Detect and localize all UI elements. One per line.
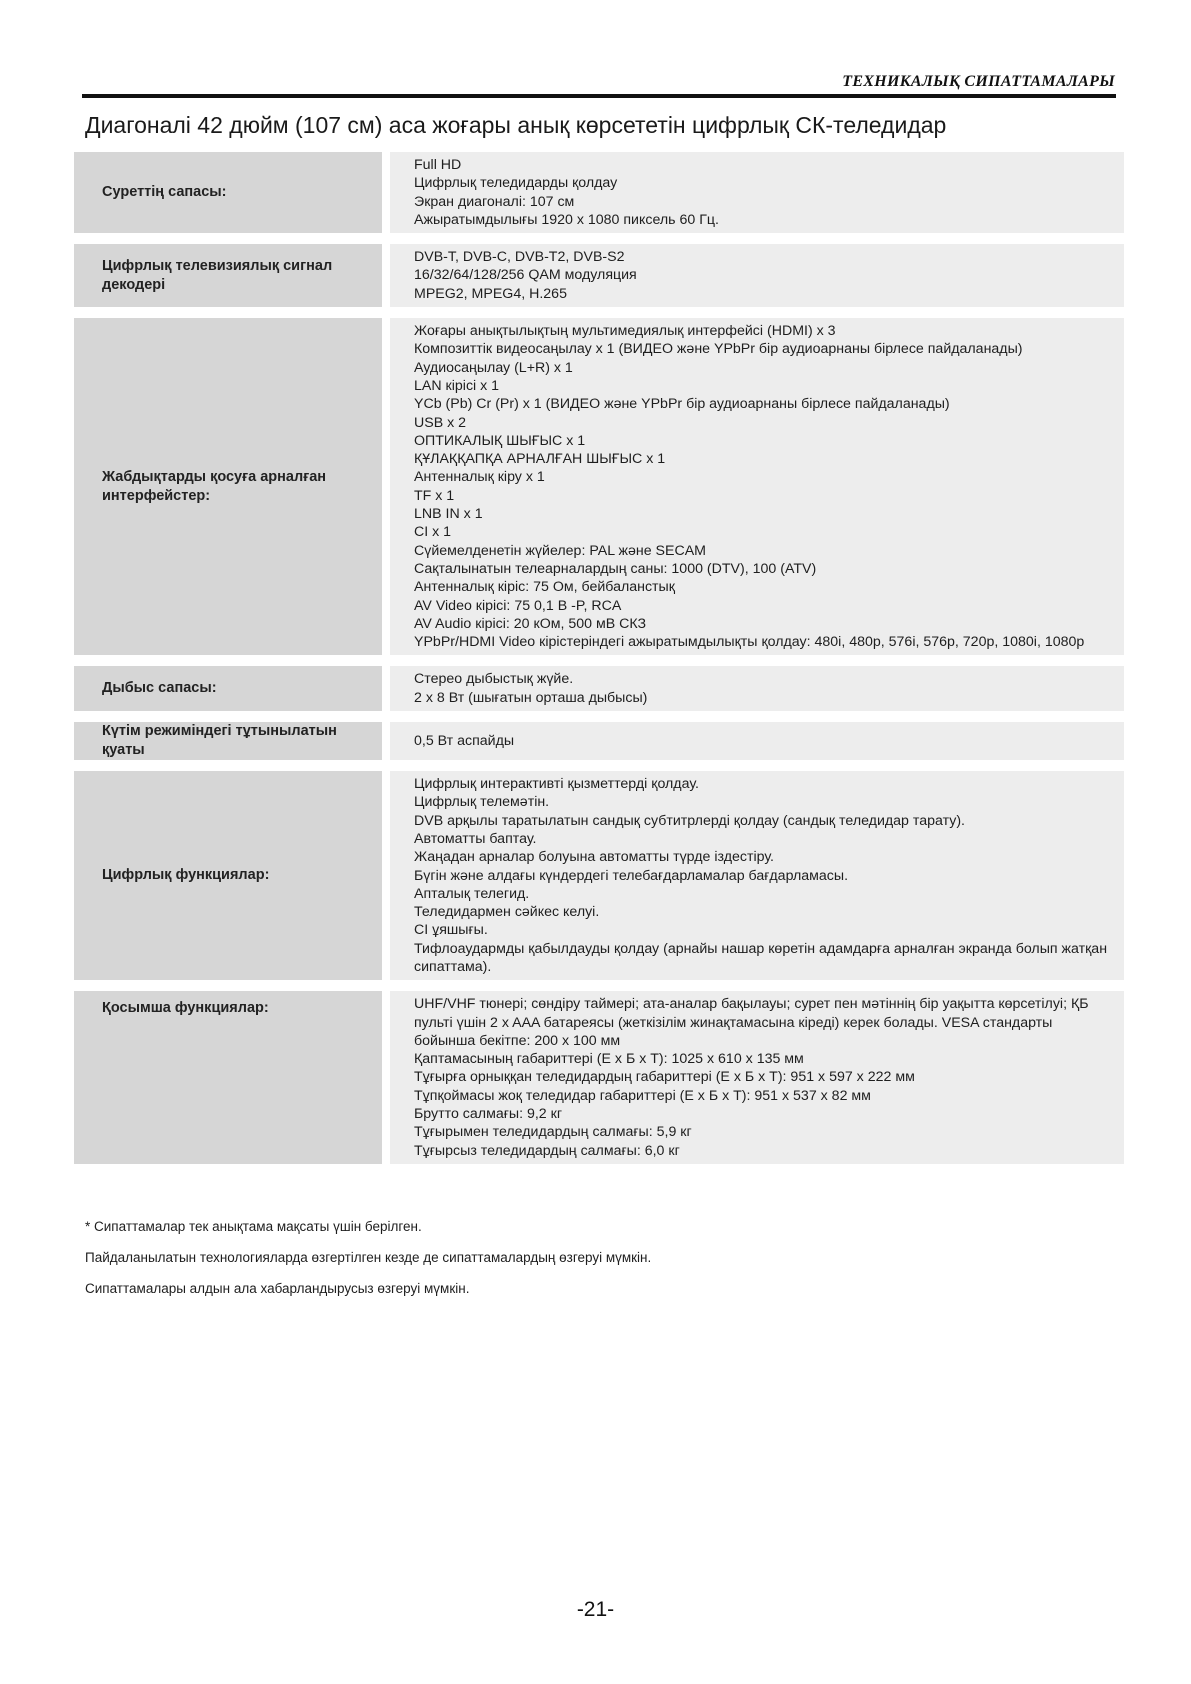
spec-value-line: UHF/VHF тюнері; сөндіру таймері; ата-аналар бақылауы; сурет пен мәтіннің бір уақытта көрсетілуі; ҚБ пульті үшін 2 x AAA батареясы (жеткізілім жинақтамасына кіреді) керек болады. VESA стандарты бойынша бекітпе: 200 x 100 мм bbox=[414, 996, 1089, 1049]
spec-value-line: AV Audio кірісі: 20 кОм, 500 мВ СКЗ bbox=[414, 615, 647, 632]
spec-value bbox=[390, 666, 1124, 711]
spec-value bbox=[390, 991, 1124, 1164]
spec-value-line: Сақталынатын телеарналардың саны: 1000 (DTV), 100 (ATV) bbox=[414, 560, 817, 577]
footnote: Сипаттамалары алдын ала хабарландырусыз өзгеруі мүмкін. bbox=[85, 1281, 470, 1296]
spec-label: Күтім режиміндегі тұтынылатын қуаты bbox=[74, 722, 382, 760]
spec-value-line: ОПТИКАЛЫҚ ШЫҒЫС x 1 bbox=[414, 432, 586, 449]
spec-value bbox=[390, 722, 1124, 760]
spec-value bbox=[390, 318, 1124, 655]
spec-label: Дыбыс сапасы: bbox=[74, 666, 382, 711]
spec-value-line: 0,5 Вт аспайды bbox=[414, 732, 515, 749]
document-title: Диагоналі 42 дюйм (107 см) аса жоғары анық көрсететін цифрлық СК-теледидар bbox=[85, 112, 947, 138]
spec-label: Суреттің сапасы: bbox=[74, 152, 382, 233]
spec-value-line: DVB-T, DVB-C, DVB-T2, DVB-S2 bbox=[414, 249, 625, 266]
spec-value-line: 2 x 8 Вт (шығатын орташа дыбысы) bbox=[414, 689, 648, 706]
spec-value-line: ҚҰЛАҚҚАПҚА АРНАЛҒАН ШЫҒЫС x 1 bbox=[414, 451, 666, 468]
spec-value-line: 16/32/64/128/256 QAM модуляция bbox=[414, 267, 637, 284]
spec-value-line: TF x 1 bbox=[414, 487, 455, 504]
spec-row bbox=[74, 318, 1124, 655]
spec-label: Жабдықтарды қосуға арналған интерфейстер: bbox=[74, 318, 382, 655]
spec-value-line: Тұғырға орныққан теледидардың габариттері (Е x Б x Т): 951 x 597 x 222 мм bbox=[414, 1069, 915, 1086]
spec-value-line: Full HD bbox=[414, 157, 462, 173]
spec-value bbox=[390, 152, 1124, 233]
spec-value-line: Автоматты баптау. bbox=[414, 830, 537, 847]
spec-value-line: Ажыратымдылығы 1920 x 1080 пиксель 60 Гц. bbox=[414, 211, 719, 228]
spec-value-line: YCb (Pb) Cr (Pr) x 1 (ВИДЕО және YPbPr бір аудиоарнаны бірлесе пайдаланады) bbox=[414, 396, 950, 413]
spec-value-line: Цифрлық интерактивті қызметтерді қолдау. bbox=[414, 776, 699, 793]
spec-value-line: Жаңадан арналар болуына автоматты түрде іздестіру. bbox=[414, 849, 774, 866]
spec-value-line: Теледидармен сәйкес келуі. bbox=[414, 904, 600, 921]
spec-value-line: YPbPr/HDMI Video кірістеріндегі ажыратымдылықты қолдау: 480i, 480p, 576i, 576p, 720p, 1080i, 1080p bbox=[414, 634, 1085, 651]
spec-value-line: Тұғырымен теледидардың салмағы: 5,9 кг bbox=[414, 1124, 692, 1141]
spec-row bbox=[74, 771, 1124, 980]
spec-table bbox=[74, 152, 1124, 1175]
spec-value-line: Апталық телегид. bbox=[414, 885, 530, 902]
spec-label: Цифрлық функциялар: bbox=[74, 771, 382, 980]
spec-value-line: Композиттік видеосаңылау x 1 (ВИДЕО және YPbPr бір аудиоарнаны бірлесе пайдаланады) bbox=[414, 341, 1023, 358]
footnote: * Сипаттамалар тек анықтама мақсаты үшін берілген. bbox=[85, 1219, 422, 1234]
spec-value-line: Антенналық кіру x 1 bbox=[414, 469, 545, 486]
spec-value bbox=[390, 771, 1124, 980]
header-divider bbox=[82, 94, 1116, 98]
spec-value-line: Брутто салмағы: 9,2 кг bbox=[414, 1106, 563, 1123]
spec-value-line: Аудиосаңылау (L+R) x 1 bbox=[414, 359, 573, 376]
spec-row bbox=[74, 244, 1124, 307]
spec-label: Қосымша функциялар: bbox=[74, 991, 382, 1164]
spec-value-line: Тұғырсыз теледидардың салмағы: 6,0 кг bbox=[414, 1142, 680, 1159]
spec-value-line: USB x 2 bbox=[414, 414, 467, 431]
spec-value-line: MPEG2, MPEG4, H.265 bbox=[414, 285, 567, 302]
spec-row bbox=[74, 666, 1124, 711]
spec-value-line: AV Video кірісі: 75 0,1 В -P, RCA bbox=[414, 597, 622, 614]
spec-value-line: Цифрлық телемәтін. bbox=[414, 794, 550, 811]
spec-value-line: Қаптамасының габариттері (Е x Б x Т): 1025 x 610 x 135 мм bbox=[414, 1051, 804, 1068]
spec-value-line: Антенналық кіріс: 75 Ом, бейбаланстық bbox=[414, 579, 675, 596]
spec-value-line: Тұпқоймасы жоқ теледидар габариттері (Е x Б x Т): 951 x 537 x 82 мм bbox=[414, 1087, 871, 1104]
spec-row bbox=[74, 152, 1124, 233]
spec-value-line: LNB IN x 1 bbox=[414, 506, 483, 523]
spec-value-line: Экран диагоналі: 107 см bbox=[414, 193, 575, 210]
spec-label: Цифрлық телевизиялық сигнал декодері bbox=[74, 244, 382, 307]
footnotes bbox=[85, 1218, 651, 1311]
spec-value-line: Сүйемелденетін жүйелер: PAL және SECAM bbox=[414, 542, 707, 559]
spec-row bbox=[74, 722, 1124, 760]
spec-value-line: Тифлоаудармды қабылдауды қолдау (арнайы нашар көретін адамдарға арналған экранда болып жатқан сипаттама). bbox=[414, 940, 1108, 975]
spec-value-line: LAN кірісі x 1 bbox=[414, 377, 500, 394]
footnote: Пайдаланылатын технологияларда өзгертілген кезде де сипаттамалардың өзгеруі мүмкін. bbox=[85, 1250, 652, 1265]
spec-value-line: Цифрлық теледидарды қолдау bbox=[414, 175, 618, 192]
spec-value-line: CI ұяшығы. bbox=[414, 922, 488, 939]
spec-value-line: Стерео дыбыстық жүйе. bbox=[414, 671, 574, 688]
spec-value-line: DVB арқылы таратылатын сандық субтитрлерді қолдау (сандық теледидар тарату). bbox=[414, 812, 965, 829]
section-title: ТЕХНИКАЛЫҚ СИПАТТАМАЛАРЫ bbox=[842, 73, 1115, 90]
spec-row bbox=[74, 991, 1124, 1164]
spec-value-line: Бүгін және алдағы күндердегі телебағдарламалар бағдарламасы. bbox=[414, 867, 849, 884]
spec-value-line: CI x 1 bbox=[414, 524, 452, 541]
spec-value-line: Жоғары анықтылықтың мультимедиялық интерфейсі (HDMI) x 3 bbox=[414, 323, 836, 340]
page-number: -21- bbox=[576, 1598, 615, 1621]
spec-value bbox=[390, 244, 1124, 307]
